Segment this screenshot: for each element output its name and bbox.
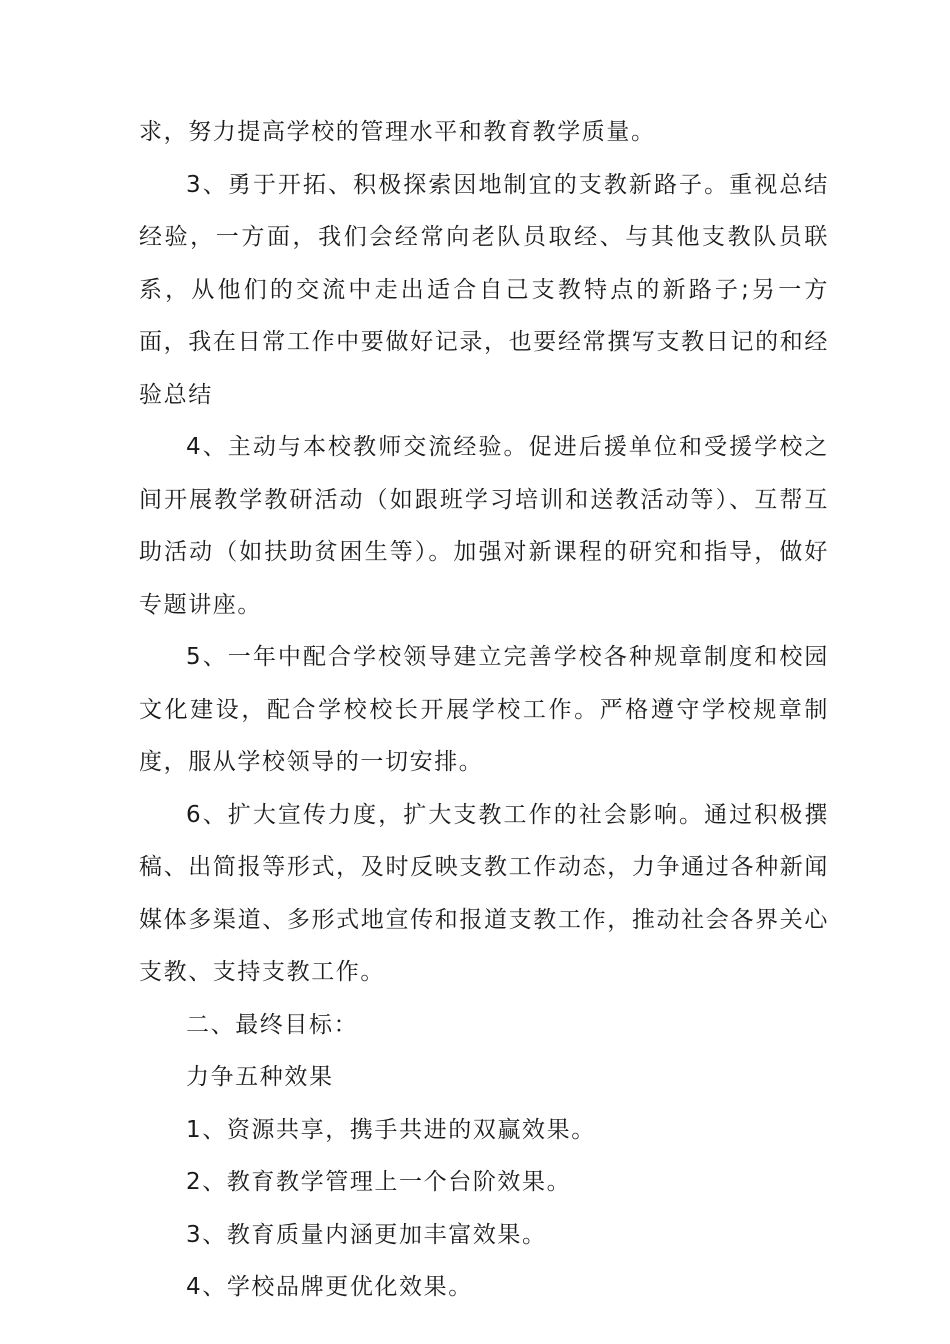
- document-body: [139, 106, 829, 1314]
- effect-item-2: 2、教育教学管理上一个台阶效果。: [186, 1169, 572, 1195]
- paragraph-item-3: 3、勇于开拓、积极探索因地制宜的支教新路子。重视总结经验，一方面，我们会经常向老队员取经、与其他支教队员联系，从他们的交流中走出适合自己支教特点的新路子;另一方面，我在日常工作中要做好记录，也要经常撰写支教日记的和经验总结: [139, 171, 829, 408]
- effect-item-1: 1、资源共享，携手共进的双赢效果。: [186, 1116, 596, 1143]
- effect-item-3: 3、教育质量内涵更加丰富效果。: [186, 1221, 547, 1248]
- paragraph-five-effects: 力争五种效果: [186, 1064, 334, 1090]
- paragraph-item-6: 6、扩大宣传力度，扩大支教工作的社会影响。通过积极撰稿、出简报等形式，及时反映支教工作动态，力争通过各种新闻媒体多渠道、多形式地宣传和报道支教工作，推动社会各界关心支教、支持支教工作。: [139, 801, 829, 985]
- paragraph-item-5: 5、一年中配合学校领导建立完善学校各种规章制度和校园文化建设，配合学校校长开展学校工作。严格遵守学校规章制度，服从学校领导的一切安排。: [139, 644, 829, 775]
- effect-item-4: 4、学校品牌更优化效果。: [186, 1274, 473, 1300]
- paragraph-continuation: 求，努力提高学校的管理水平和教育教学质量。: [139, 119, 656, 145]
- section-heading-final-goal: 二、最终目标：: [186, 1011, 359, 1038]
- paragraph-item-4: 4、主动与本校教师交流经验。促进后援单位和受援学校之间开展教学教研活动（如跟班学习培训和送教活动等）、互帮互助活动（如扶助贫困生等）。加强对新课程的研究和指导，做好专题讲座。: [139, 434, 829, 618]
